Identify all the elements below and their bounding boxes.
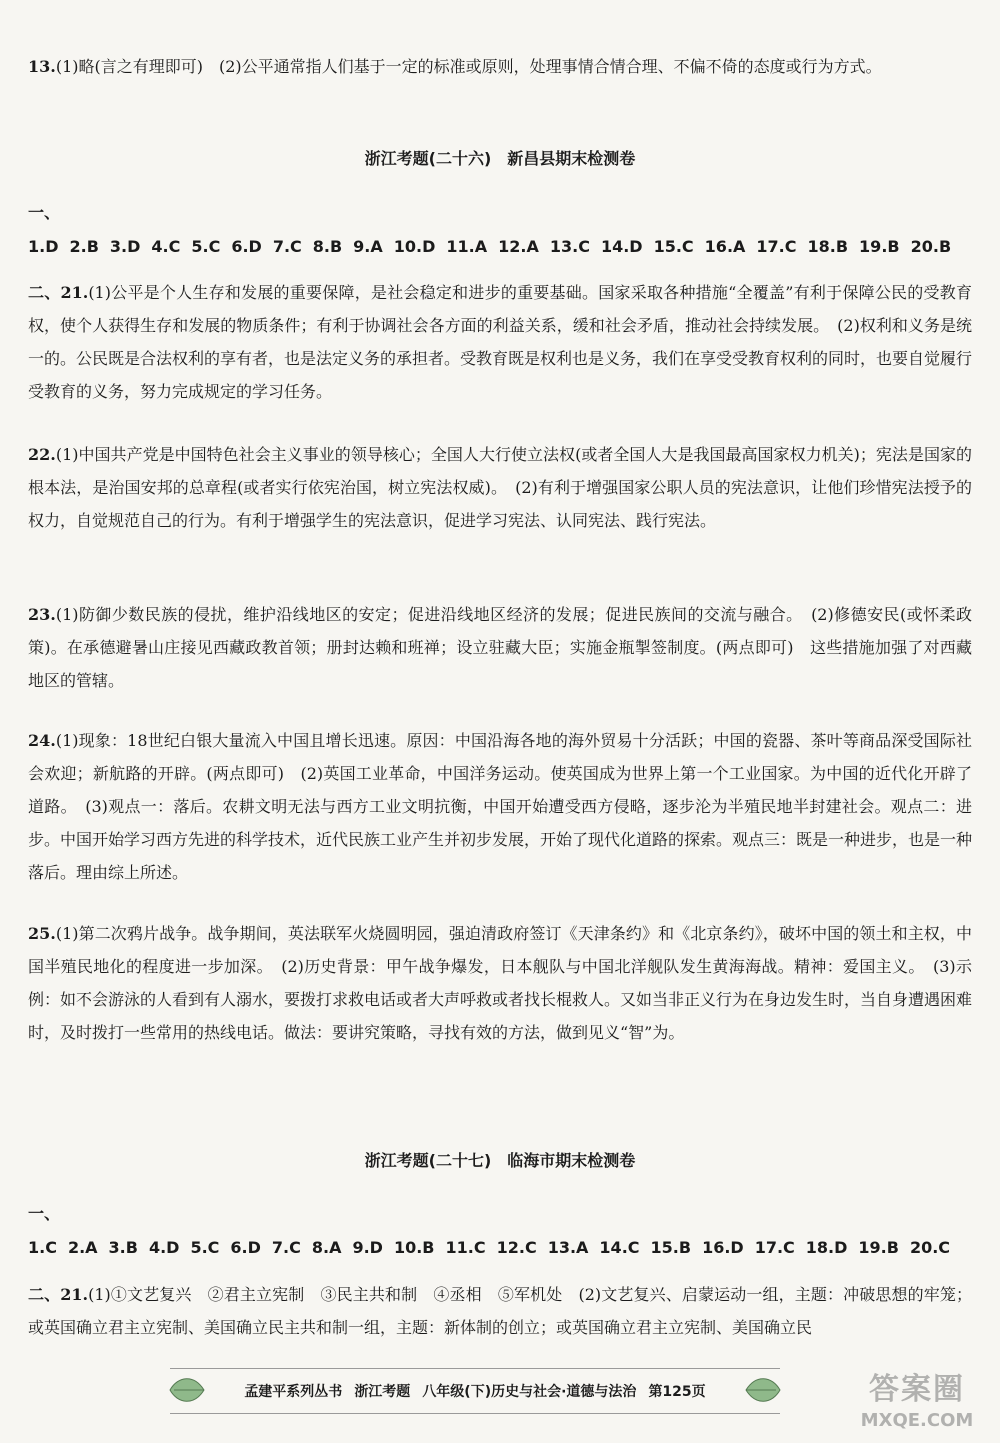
choice-answer: 19.B [859,237,900,256]
question-number: 22. [28,445,56,464]
choice-answer: 5.C [190,1238,220,1257]
choice-answer: 18.B [807,237,849,256]
question-13 [28,50,972,83]
question-23 [28,598,972,697]
choice-answer: 10.B [393,1238,435,1257]
answer-text: (1)防御少数民族的侵扰，维护沿线地区的安定；促进沿线地区经济的发展；促进民族间的交流与融合。 (2)修德安民(或怀柔政策)。在承德避暑山庄接见西藏政教首领；册封达赖和班禅；设立驻藏大臣；实施金瓶掣签制度。(两点即可) 这些措施加强了对西藏地区的管辖。 [28,605,972,690]
choice-answer: 3.B [108,1238,138,1257]
choice-answer: 16.A [704,237,746,256]
choice-answers-27 [28,1197,972,1265]
section-title-27: 浙江考题(二十七) 临海市期末检测卷 [364,1151,636,1170]
choice-answer: 15.B [650,1238,692,1257]
choice-answer: 15.C [653,237,694,256]
question-21-27 [28,1278,972,1344]
watermark [842,1370,992,1440]
choice-answer: 1.C [28,1238,57,1257]
page-footer [170,1368,780,1414]
choice-answer: 8.A [311,1238,342,1257]
choice-answer: 9.A [353,237,383,256]
question-number: 25. [28,924,56,943]
answer-text: (1)现象：18世纪白银大量流入中国且增长迅速。原因：中国沿海各地的海外贸易十分活跃；中国的瓷器、茶叶等商品深受国际社会欢迎；新航路的开辟。(两点即可) (2)英国工业革命，中国洋务运动。使英国成为世界上第一个工业国家。为中国的近代化开辟了道路。 (3)观点一：落后。农耕文明无法与西方工业文明抗衡，中国开始遭受西方侵略，逐步沦为半殖民地半封建社会。观点二：进步。中国开始学习西方先进的科学技术，近代民族工业产生并初步发展，开始了现代化道路的探索。观点三：既是一种进步，也是一种落后。理由综上所述。 [28,731,973,882]
answer-text: (1)中国共产党是中国特色社会主义事业的领导核心；全国人大行使立法权(或者全国人大是我国最高国家权力机关)；宪法是国家的根本法，是治国安邦的总章程(或者实行依宪治国，树立宪法权威)。 (2)有利于增强国家公职人员的宪法意识，让他们珍惜宪法授予的权力，自觉规范自己的行为。有利于增强学生的宪法意识，促进学习宪法、认同宪法、践行宪法。 [28,445,972,530]
choice-answer: 2.A [67,1238,98,1257]
section-title-26: 浙江考题(二十六) 新昌县期末检测卷 [364,149,636,168]
question-24 [28,724,972,889]
choice-answer: 12.C [496,1238,537,1257]
footer-grade: 八年级(下)历史与社会·道德与法治 [422,1384,637,1400]
choice-answer: 7.C [272,237,302,256]
section-part-label: 一、 [28,203,61,222]
choice-answer: 11.C [445,1238,486,1257]
choice-answer: 4.C [151,237,181,256]
choice-answer: 14.D [600,237,643,256]
question-number: 23. [28,605,56,624]
footer-book: 浙江考题 [354,1384,411,1400]
choice-answer: 13.C [549,237,590,256]
footer-page-number: 第125页 [648,1384,706,1400]
question-number: 二、21. [28,283,89,302]
watermark-url: MXQE.COM [860,1410,974,1431]
choice-answer: 17.C [756,237,797,256]
choice-answer: 1.D [28,237,59,256]
choice-answers-26 [28,196,972,264]
choice-answer: 7.C [271,1238,301,1257]
choice-answer: 18.D [805,1238,848,1257]
choice-answer: 12.A [498,237,539,256]
choice-answer: 2.B [69,237,99,256]
choice-answer: 9.D [352,1238,383,1257]
choice-answer: 6.D [230,1238,261,1257]
choice-answer: 19.B [858,1238,899,1257]
question-25 [28,917,972,1049]
choice-answer: 16.D [702,1238,744,1257]
question-number: 13. [28,57,56,76]
question-21-26 [28,276,972,408]
choice-answer: 3.D [109,237,141,256]
watermark-logo-text: 答案圈 [869,1372,965,1407]
choice-answer: 20.B [910,237,952,256]
choice-answer: 11.A [446,237,488,256]
question-22 [28,438,972,537]
answer-text: (1)略(言之有理即可) (2)公平通常指人们基于一定的标准或原则，处理事情合情合理、不偏不倚的态度或行为方式。 [55,57,882,76]
choice-answer: 14.C [599,1238,640,1257]
choice-answer: 5.C [191,237,221,256]
choice-answer: 8.B [312,237,343,256]
question-number: 24. [28,731,56,750]
choice-answer: 17.C [754,1238,795,1257]
choice-answer: 4.D [148,1238,180,1257]
answer-text: (1)第二次鸦片战争。战争期间，英法联军火烧圆明园，强迫清政府签订《天津条约》和《北京条约》，破坏中国的领土和主权，中国半殖民地化的程度进一步加深。 (2)历史背景：甲午战争爆发，日本舰队与中国北洋舰队发生黄海海战。精神：爱国主义。 (3)示例：如不会游泳的人看到有人溺水，要拨打求救电话或者大声呼救或者找长棍救人。又如当非正义行为在身边发生时，当自身遭遇困难时，及时拨打一些常用的热线电话。做法：要讲究策略，寻找有效的方法，做到见义“智”为。 [28,924,973,1042]
choice-answer: 10.D [393,237,436,256]
footer-series: 孟建平系列丛书 [244,1384,343,1400]
section-part-label: 一、 [28,1204,61,1223]
choice-answer: 20.C [909,1238,951,1257]
answer-text: (1)公平是个人生存和发展的重要保障，是社会稳定和进步的重要基础。国家采取各种措施“全覆盖”有利于保障公民的受教育权，使个人获得生存和发展的物质条件；有利于协调社会各方面的利益关系，缓和社会矛盾，推动社会持续发展。 (2)权利和义务是统一的。公民既是合法权利的享有者，也是法定义务的承担者。受教育既是权利也是义务，我们在享受受教育权利的同时，也要自觉履行受教育的义务，努力完成规定的学习任务。 [28,283,973,401]
question-number: 二、21. [28,1285,89,1304]
answer-text: (1)①文艺复兴 ②君主立宪制 ③民主共和制 ④丞相 ⑤军机处 (2)文艺复兴、启蒙运动一组，主题：冲破思想的牢笼；或英国确立君主立宪制、美国确立民主共和制一组，主题：新体制的创立；或英国确立君主立宪制、美国确立民 [28,1285,972,1337]
choice-answer: 13.A [547,1238,589,1257]
choice-answer: 6.D [231,237,262,256]
